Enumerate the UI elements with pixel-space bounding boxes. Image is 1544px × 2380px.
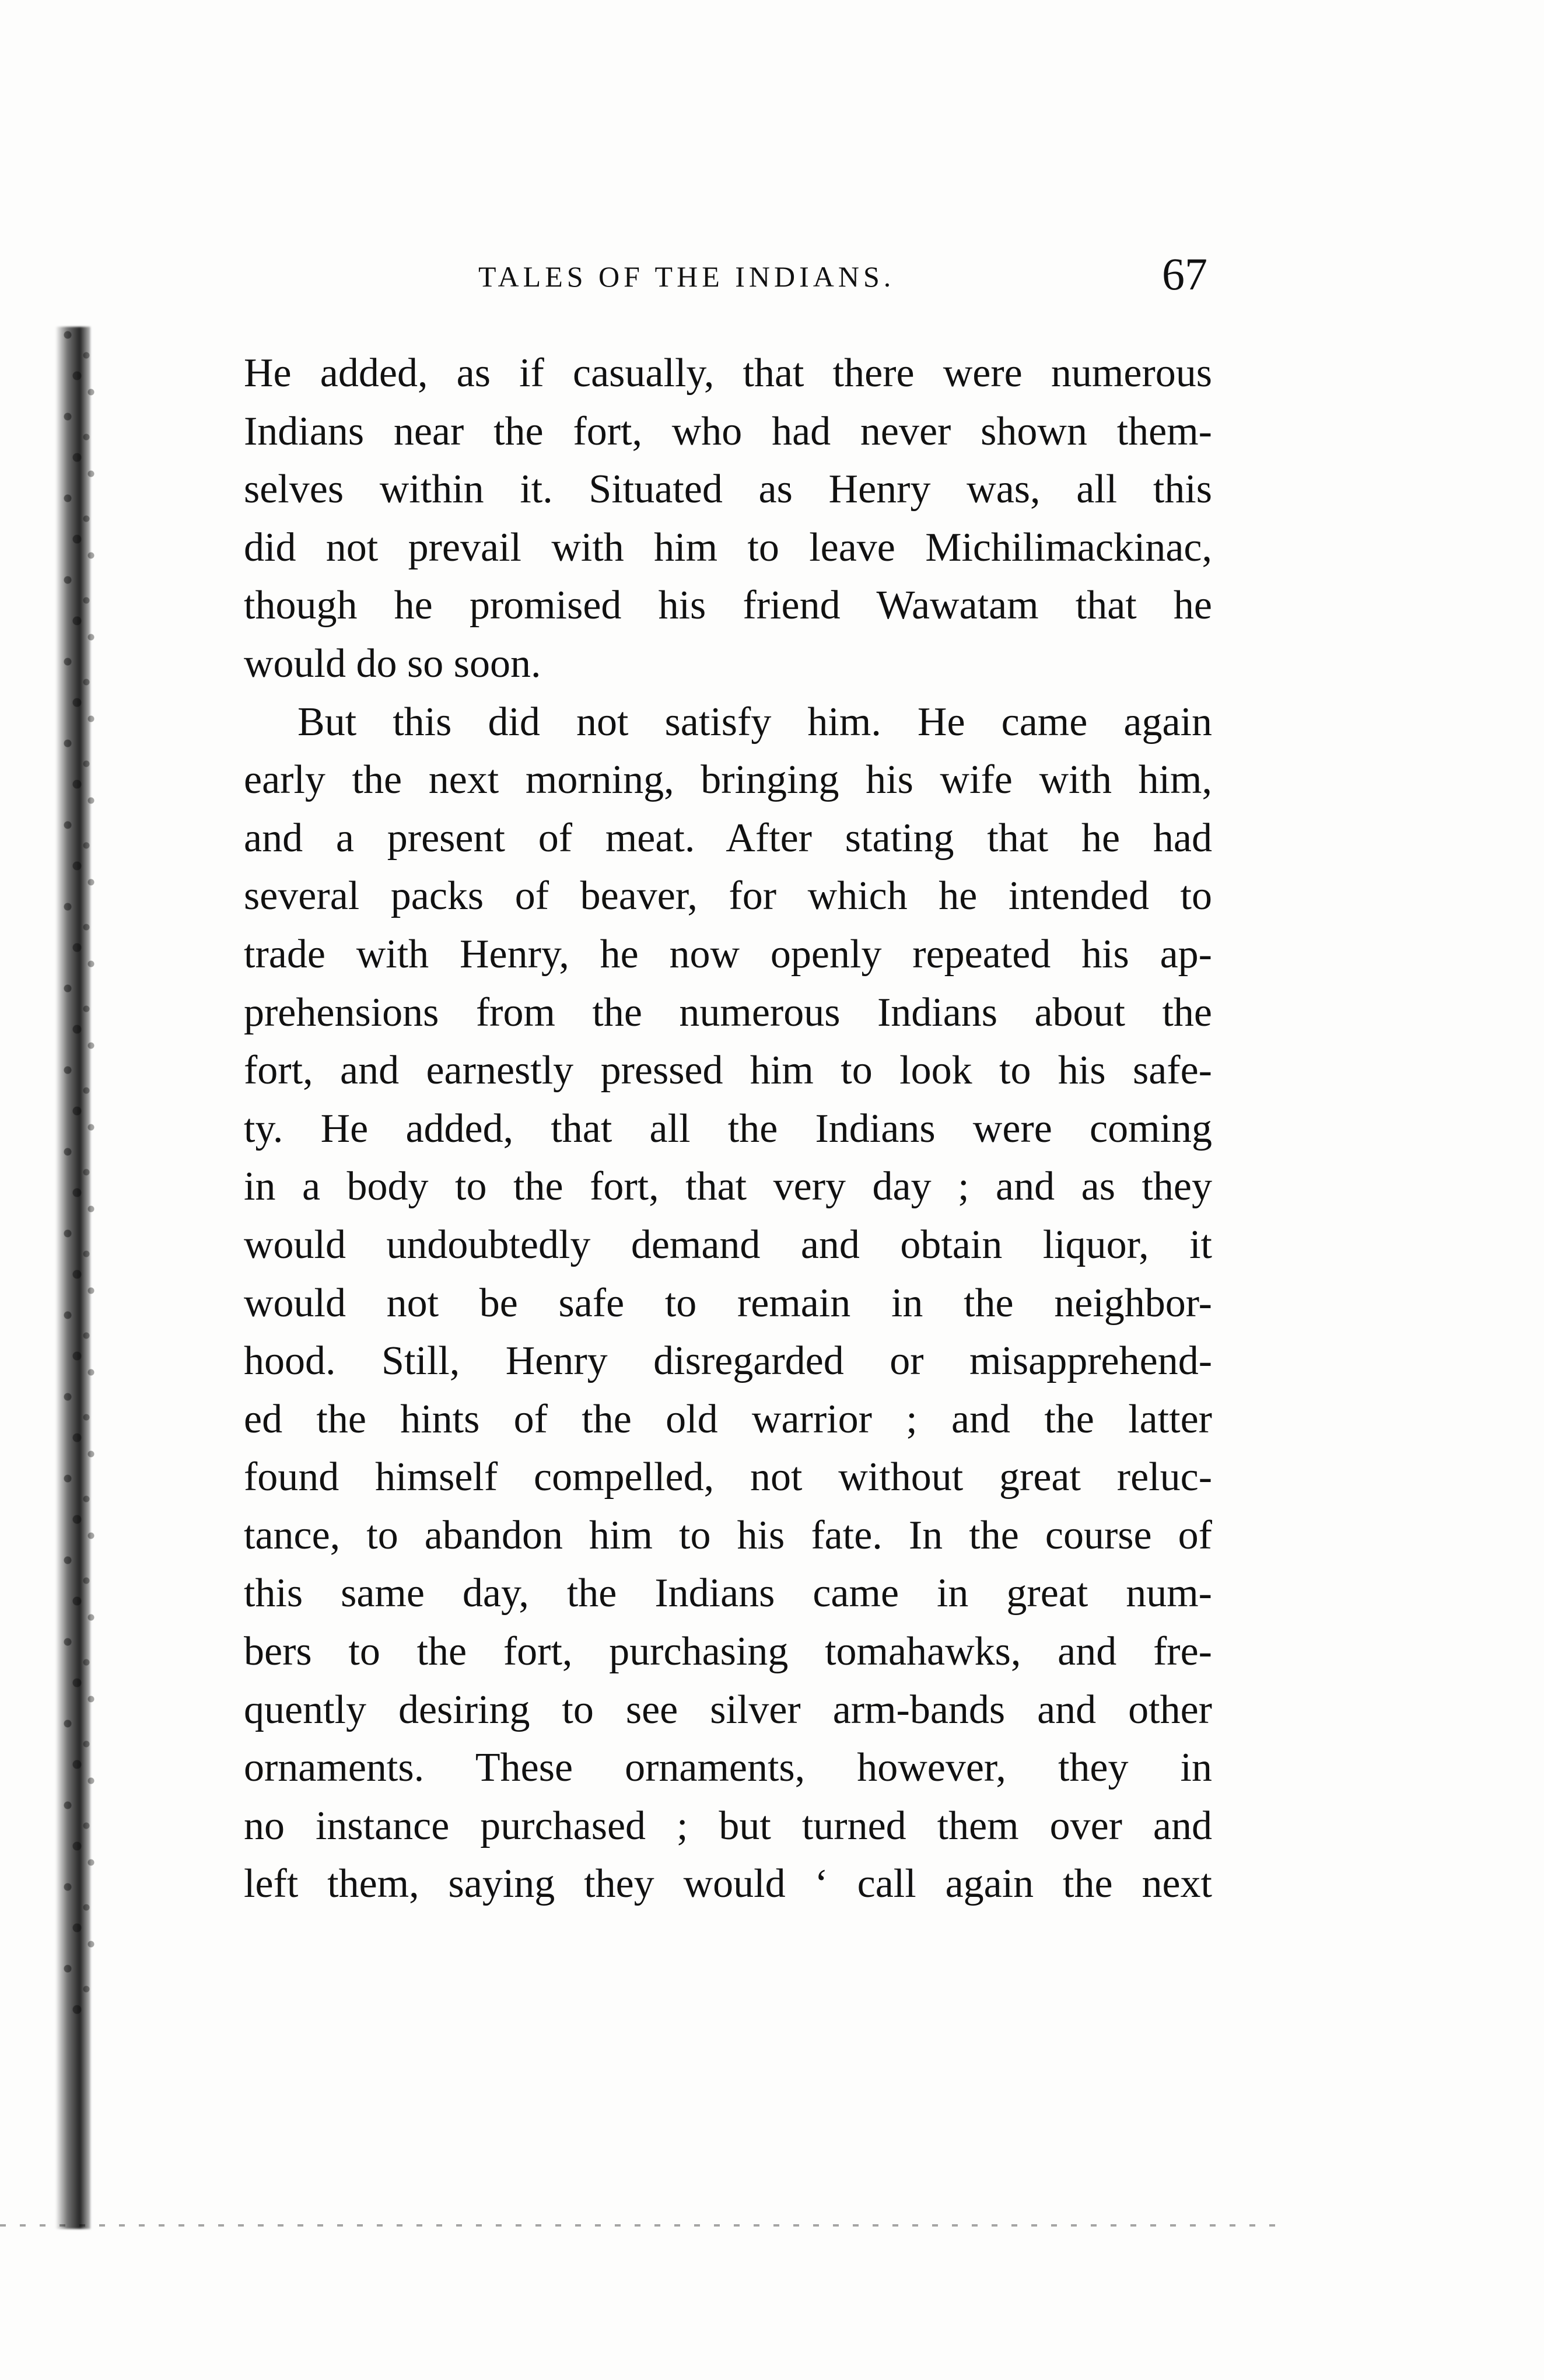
text-line: prehensions from the numerous Indians about the (244, 990, 1212, 1035)
page-number: 67 (1162, 249, 1207, 299)
text-line: in a body to the fort, that very day ; and as they (244, 1164, 1212, 1210)
binding-gutter (0, 0, 117, 2380)
text-line: did not prevail with him to leave Michilimackinac, (244, 525, 1212, 570)
text-line: left them, saying they would ‘ call again the next (244, 1861, 1212, 1907)
text-line: would do so soon. (244, 641, 541, 686)
page-bottom-edge (0, 2224, 1283, 2227)
text-line: ed the hints of the old warrior ; and the latter (244, 1396, 1212, 1442)
text-line: ty. He added, that all the Indians were coming (244, 1106, 1212, 1151)
running-head (478, 248, 1207, 312)
text-line: ornaments. These ornaments, however, they in (244, 1745, 1212, 1791)
text-line: and a present of meat. After stating that he had (244, 815, 1212, 861)
text-line: selves within it. Situated as Henry was, all this (244, 467, 1212, 512)
text-line: trade with Henry, he now openly repeated his ap- (244, 931, 1212, 977)
text-line: hood. Still, Henry disregarded or misapprehend- (244, 1338, 1212, 1384)
running-title: TALES OF THE INDIANS. (478, 260, 895, 293)
text-line: though he promised his friend Wawatam that he (244, 583, 1212, 628)
text-line: would undoubtedly demand and obtain liquor, it (244, 1222, 1212, 1267)
text-line: found himself compelled, not without great reluc- (244, 1455, 1212, 1500)
text-line: several packs of beaver, for which he intended to (244, 873, 1212, 919)
text-line: no instance purchased ; but turned them over and (244, 1803, 1212, 1848)
text-line: this same day, the Indians came in great num- (244, 1571, 1212, 1616)
text-line: He added, as if casually, that there were numerous (244, 351, 1212, 396)
text-line: But this did not satisfy him. He came again (297, 699, 1212, 745)
text-line: fort, and earnestly pressed him to look to his safe- (244, 1048, 1212, 1093)
text-line: early the next morning, bringing his wife with him, (244, 757, 1212, 803)
text-line: tance, to abandon him to his fate. In the course of (244, 1512, 1212, 1558)
text-line: quently desiring to see silver arm-bands and other (244, 1687, 1212, 1732)
text-line: would not be safe to remain in the neighbor- (244, 1280, 1212, 1326)
body-text (244, 344, 1212, 1913)
text-line: Indians near the fort, who had never shown them- (244, 408, 1212, 454)
text-line: bers to the fort, purchasing tomahawks, and fre- (244, 1629, 1212, 1675)
gutter-specks (58, 327, 105, 2019)
